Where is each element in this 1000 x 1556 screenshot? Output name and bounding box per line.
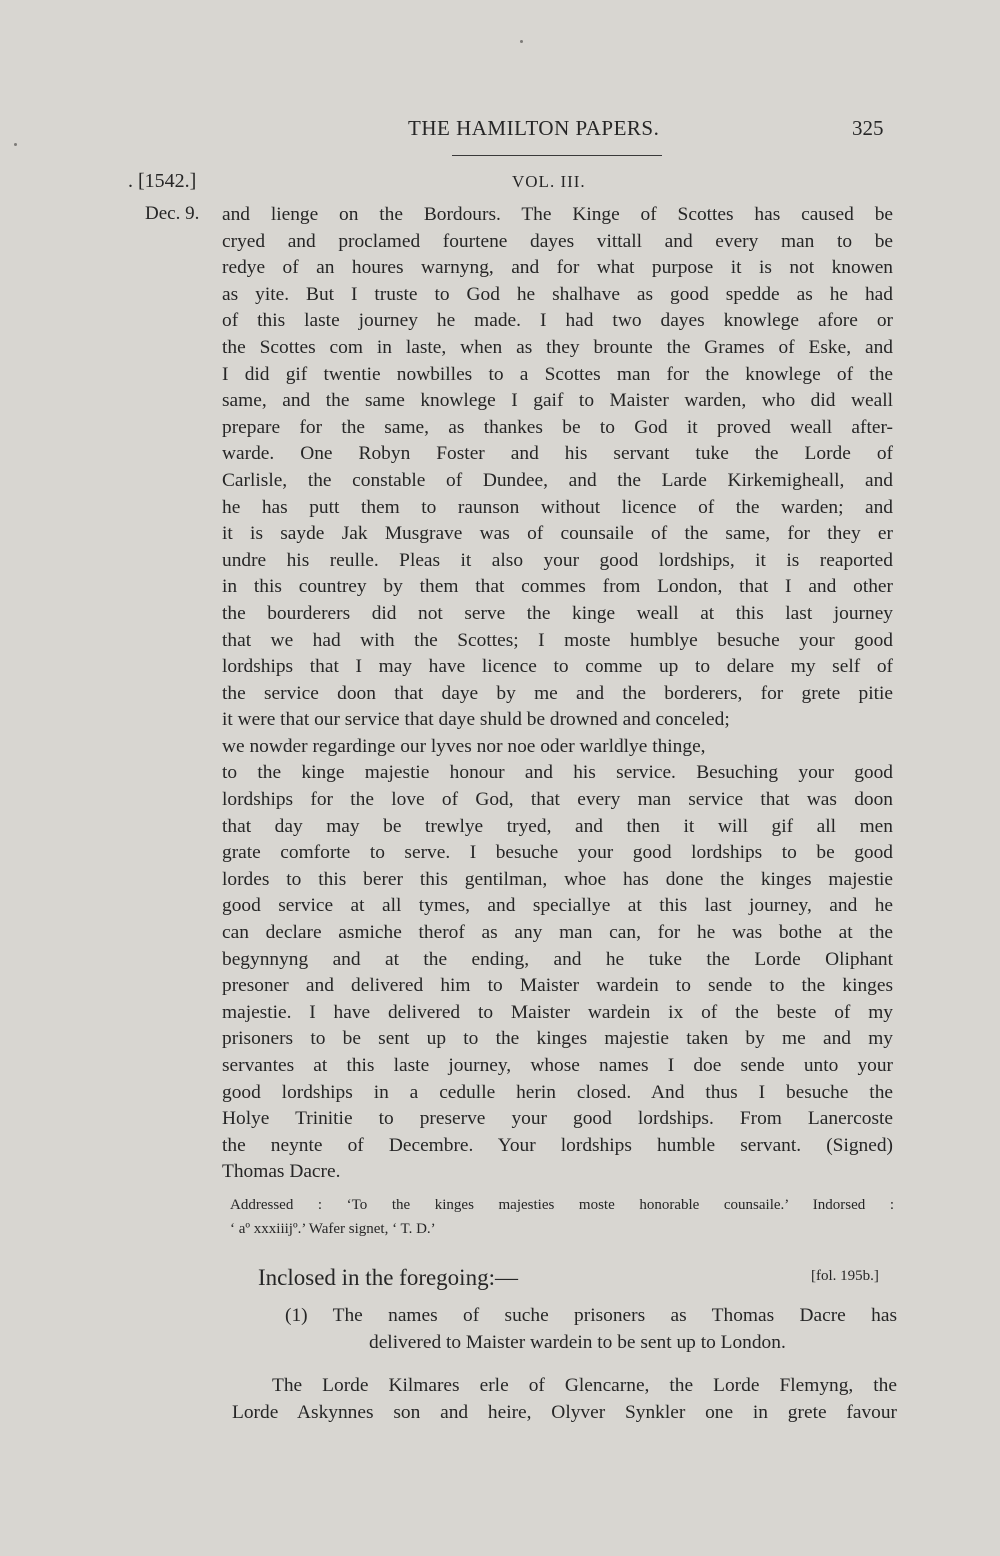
body-line: prisoners to be sent up to the kinges majestie taken by me and my <box>222 1028 893 1050</box>
body-line: good lordships in a cedulle herin closed. And thus I besuche the <box>222 1081 893 1103</box>
body-line: it were that our service that daye shuld be drowned and conceled; <box>222 709 730 731</box>
paragraph-line: The Lorde Kilmares erle of Glencarne, the Lorde Flemyng, the <box>272 1375 897 1396</box>
item-line: (1) The names of suche prisoners as Thomas Dacre has <box>285 1305 897 1326</box>
note-line: ‘ aº xxxiiijº.’ Wafer signet, ‘ T. D.’ <box>230 1221 436 1237</box>
date-margin-note: Dec. 9. <box>145 203 200 224</box>
body-line: the neynte of Decembre. Your lordships humble servant. (Signed) <box>222 1134 893 1156</box>
page-number: 325 <box>852 116 884 140</box>
body-line: in this countrey by them that commes from London, that I and other <box>222 576 893 598</box>
body-line: undre his reulle. Pleas it also your good lordships, it is reaported <box>222 549 893 571</box>
body-line: good service at all tymes, and speciallye at this last journey, and he <box>222 895 893 917</box>
body-line: prepare for the same, as thankes be to God it proved weall after- <box>222 416 893 438</box>
body-line: the Scottes com in laste, when as they brounte the Grames of Eske, and <box>222 336 893 358</box>
body-line: grate comforte to serve. I besuche your good lordships to be good <box>222 842 893 864</box>
volume-label: VOL. III. <box>512 172 586 191</box>
body-line: that day may be trewlye tryed, and then it will gif all men <box>222 815 893 837</box>
prisoner-paragraph <box>232 1372 897 1426</box>
paragraph-line: Lorde Askynnes son and heire, Olyver Synkler one in grete favour <box>232 1402 897 1423</box>
body-line: Carlisle, the constable of Dundee, and the Larde Kirkemigheall, and <box>222 469 893 491</box>
body-line: of this laste journey he made. I had two dayes knowlege afore or <box>222 310 893 332</box>
year-margin-note: . [1542.] <box>128 170 197 192</box>
body-line: the service doon that daye by me and the borderers, for grete pitie <box>222 682 893 704</box>
body-line: to the kinge majestie honour and his service. Besuching your good <box>222 762 893 784</box>
body-line: that we had with the Scottes; I moste humblye besuche your good <box>222 629 893 651</box>
body-line: cryed and proclamed fourtene dayes vittall and every man to be <box>222 230 893 252</box>
body-line: majestie. I have delivered to Maister wardein ix of the beste of my <box>222 1001 893 1023</box>
letter-body <box>222 202 893 1186</box>
body-line: can declare asmiche therof as any man can, for he was bothe at the <box>222 922 893 944</box>
body-line: servantes at this laste journey, whose names I doe sende unto your <box>222 1055 893 1076</box>
body-line: I did gif twentie nowbilles to a Scottes man for the knowlege of the <box>222 363 893 385</box>
body-line: warde. One Robyn Foster and his servant tuke the Lorde of <box>222 443 893 465</box>
enclosure-item <box>285 1302 897 1356</box>
body-line: lordships for the love of God, that every man service that was doon <box>222 789 893 811</box>
header-rule <box>452 155 662 156</box>
body-line: presoner and delivered him to Maister wardein to sende to the kinges <box>222 975 893 997</box>
body-line: and lienge on the Bordours. The Kinge of Scottes has caused be <box>222 204 893 225</box>
body-line: as yite. But I truste to God he shalhave as good spedde as he had <box>222 283 893 305</box>
paper-speck <box>520 40 523 43</box>
body-line: Holye Trinitie to preserve your good lordships. From Lanercoste <box>222 1108 893 1130</box>
body-line: redye of an houres warnyng, and for what purpose it is not knowen <box>222 257 893 279</box>
running-title: THE HAMILTON PAPERS. <box>408 116 660 140</box>
body-line: lordes to this berer this gentilman, whoe has done the kinges majestie <box>222 868 893 890</box>
folio-reference: [fol. 195b.] <box>811 1268 879 1284</box>
note-line: Addressed : ‘To the kinges majesties moste honorable counsaile.’ Indorsed : <box>230 1197 894 1213</box>
body-line: the bourderers did not serve the kinge weall at this last journey <box>222 602 893 624</box>
body-line: we nowder regardinge our lyves nor noe oder warldlye thinge, <box>222 735 706 757</box>
body-line: lordships that I may have licence to comme up to delare my self of <box>222 656 893 678</box>
body-line: same, and the same knowlege I gaif to Maister warden, who did weall <box>222 390 893 412</box>
body-line: begynnyng and at the ending, and he tuke the Lorde Oliphant <box>222 948 893 970</box>
paper-speck <box>14 143 17 146</box>
body-line: Thomas Dacre. <box>222 1161 341 1183</box>
addressed-note <box>230 1193 894 1241</box>
body-line: he has putt them to raunson without licence of the warden; and <box>222 496 893 518</box>
body-line: it is sayde Jak Musgrave was of counsaile of the same, for they er <box>222 523 893 545</box>
enclosure-heading: Inclosed in the foregoing:— <box>258 1265 518 1290</box>
item-line: delivered to Maister wardein to be sent up to London. <box>369 1332 786 1353</box>
